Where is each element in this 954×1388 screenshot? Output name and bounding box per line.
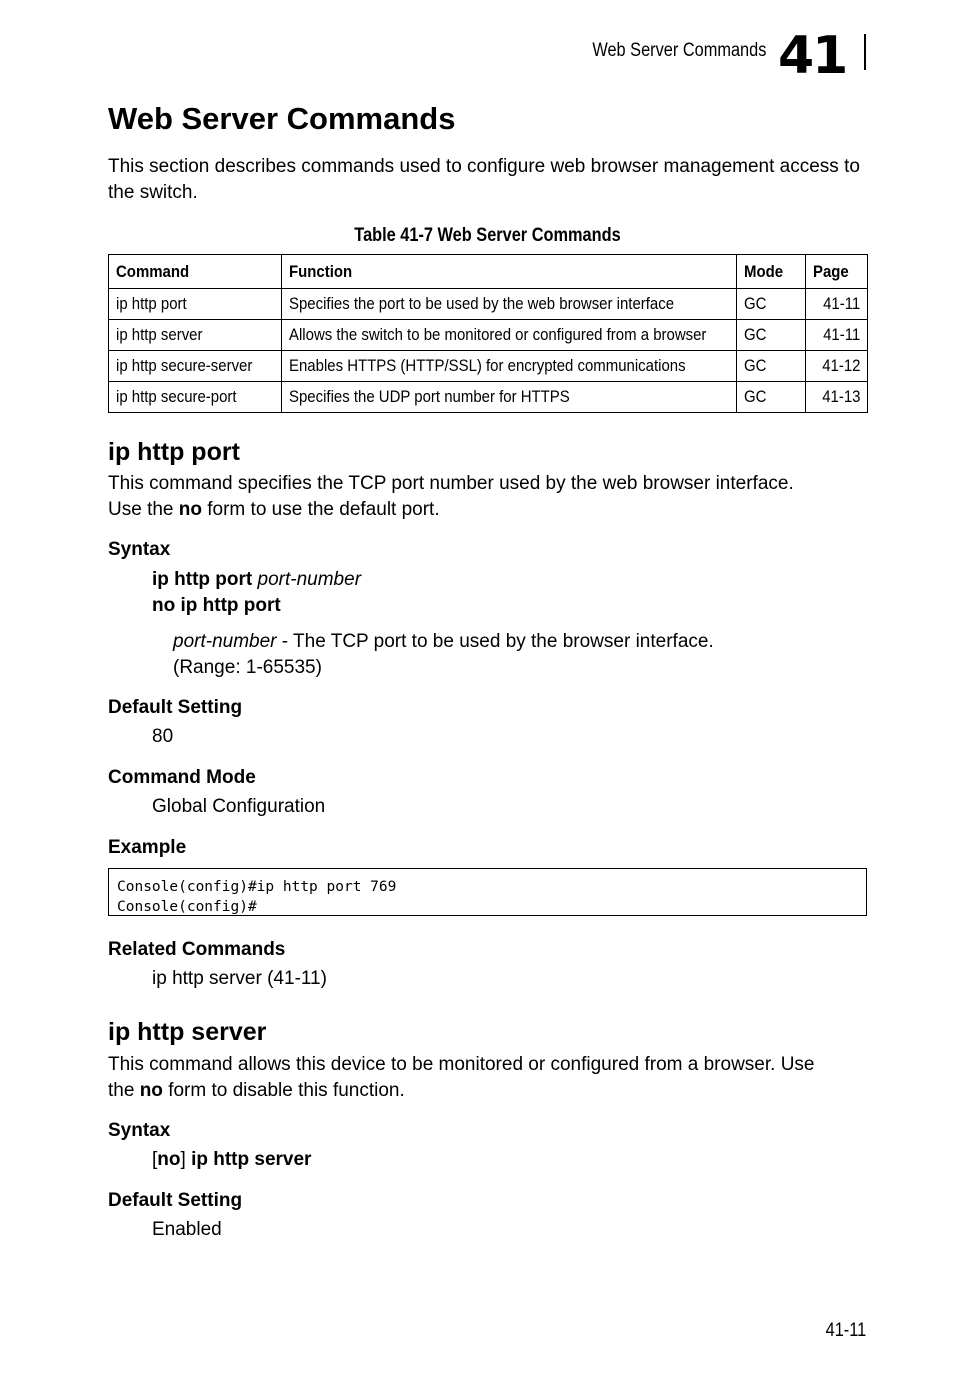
running-header-title: Web Server Commands xyxy=(591,40,766,61)
syntax-block xyxy=(152,567,361,619)
description-line: the no form to disable this function. xyxy=(108,1080,405,1101)
table-row xyxy=(109,351,868,382)
code-line: Console(config)#ip http port 769 xyxy=(117,879,397,895)
table-caption: Table 41-7 Web Server Commands xyxy=(354,225,621,246)
cell-function: Allows the switch to be monitored or configured from a browser xyxy=(282,320,737,351)
cell-function: Specifies the UDP port number for HTTPS xyxy=(282,382,737,413)
parameter-line: port-number - The TCP port to be used by the browser interface. xyxy=(173,631,714,652)
cell-mode: GC xyxy=(737,289,806,320)
chapter-tab-rule xyxy=(864,34,866,70)
section-title-ip-http-port: ip http port xyxy=(108,438,240,466)
chapter-number: 41 xyxy=(778,26,847,86)
cell-mode: GC xyxy=(737,382,806,413)
column-header-function: Function xyxy=(282,255,737,289)
syntax-line: no ip http port xyxy=(152,595,281,616)
cell-page: 41-13 xyxy=(806,382,868,413)
section-title-ip-http-server: ip http server xyxy=(108,1018,267,1046)
cell-command: ip http port xyxy=(109,289,282,320)
default-setting-heading: Default Setting xyxy=(108,697,243,718)
syntax-line: ip http port port-number xyxy=(152,569,362,590)
cell-function: Enables HTTPS (HTTP/SSL) for encrypted communications xyxy=(282,351,737,382)
command-mode-value: Global Configuration xyxy=(152,796,326,817)
parameter-description xyxy=(173,629,813,681)
syntax-heading: Syntax xyxy=(108,1120,171,1141)
cell-command: ip http secure-server xyxy=(109,351,282,382)
default-setting-value: Enabled xyxy=(152,1219,222,1240)
cell-command: ip http server xyxy=(109,320,282,351)
cell-function: Specifies the port to be used by the web browser interface xyxy=(282,289,737,320)
description-line: Use the no form to use the default port. xyxy=(108,499,440,520)
example-code-block xyxy=(108,868,867,916)
command-mode-heading: Command Mode xyxy=(108,767,256,788)
syntax-line: [no] ip http server xyxy=(152,1149,312,1170)
page-title: Web Server Commands xyxy=(108,101,456,136)
parameter-range: (Range: 1-65535) xyxy=(173,657,322,678)
intro-paragraph: This section describes commands used to configure web browser management access to the switch. xyxy=(108,156,860,203)
cell-page: 41-11 xyxy=(806,320,868,351)
default-setting-heading: Default Setting xyxy=(108,1190,243,1211)
cell-page: 41-12 xyxy=(806,351,868,382)
syntax-heading: Syntax xyxy=(108,539,171,560)
example-heading: Example xyxy=(108,837,187,858)
default-setting-value: 80 xyxy=(152,726,174,747)
cell-mode: GC xyxy=(737,351,806,382)
section-description xyxy=(108,471,888,523)
table-row xyxy=(109,289,868,320)
table-row xyxy=(109,382,868,413)
related-command-reference: ip http server (41-11) xyxy=(152,968,327,989)
related-commands-heading: Related Commands xyxy=(108,939,286,960)
description-line: This command specifies the TCP port number used by the web browser interface. xyxy=(108,473,794,494)
commands-table xyxy=(108,254,868,413)
column-header-page: Page xyxy=(806,255,868,289)
column-header-command: Command xyxy=(109,255,282,289)
table-row xyxy=(109,320,868,351)
description-line: This command allows this device to be monitored or configured from a browser. Use xyxy=(108,1054,815,1075)
section-description xyxy=(108,1052,898,1104)
cell-command: ip http secure-port xyxy=(109,382,282,413)
column-header-mode: Mode xyxy=(737,255,806,289)
code-line: Console(config)# xyxy=(117,899,257,915)
page-number: 41-11 xyxy=(825,1320,866,1341)
table-header-row xyxy=(109,255,868,289)
cell-page: 41-11 xyxy=(806,289,868,320)
cell-mode: GC xyxy=(737,320,806,351)
